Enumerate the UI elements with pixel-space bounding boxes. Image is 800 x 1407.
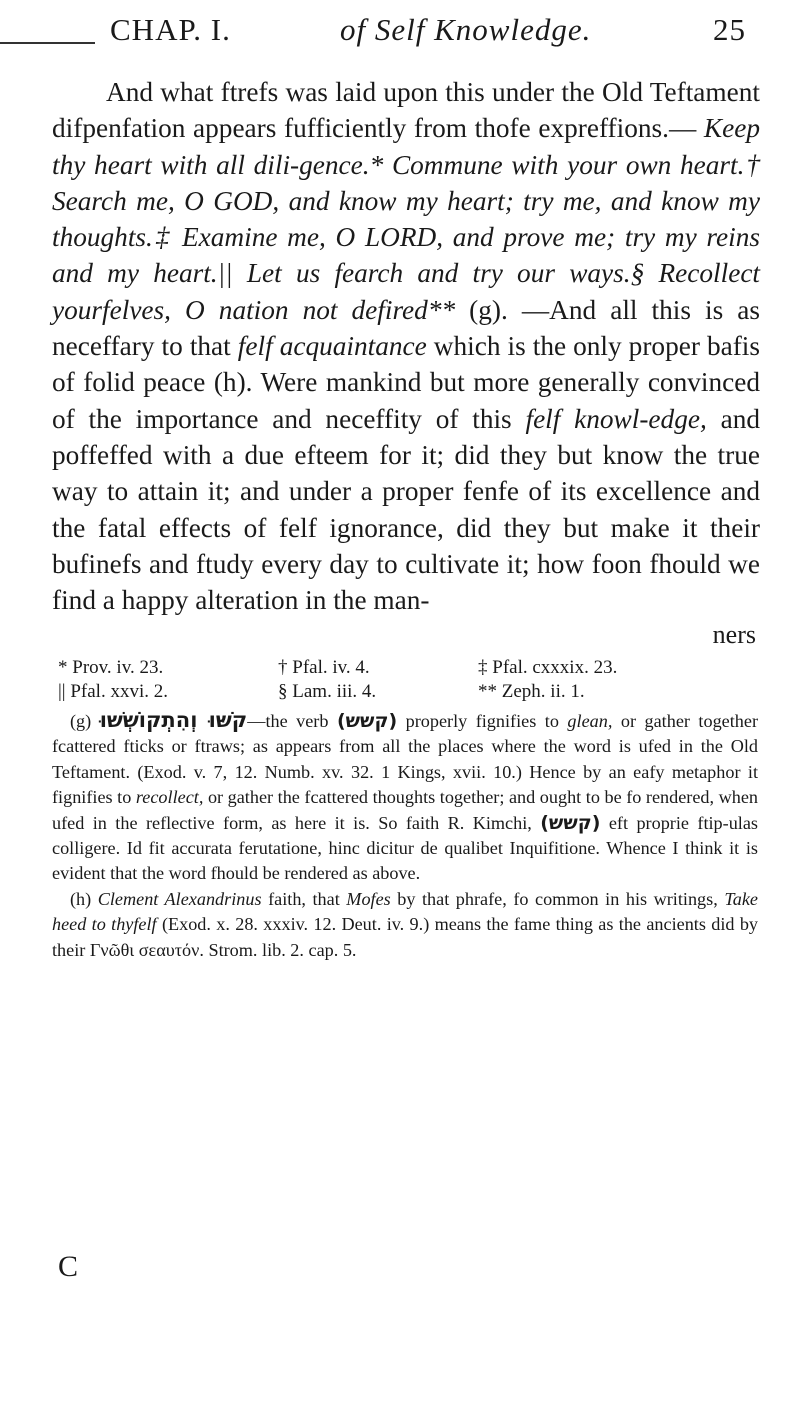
note-h bbox=[52, 887, 758, 963]
body-text: (g). —And all this is as neceffary to that bbox=[52, 294, 760, 362]
footnote-ref: † Pfal. iv. 4. bbox=[278, 657, 370, 678]
note-label: (h) bbox=[70, 888, 92, 909]
footnote-references bbox=[58, 656, 758, 704]
quote-psalm-139b: try me, and know my thoughts.‡ bbox=[52, 185, 760, 253]
page-number: 25 bbox=[713, 12, 746, 47]
note-text: properly fignifies to bbox=[405, 711, 559, 731]
header-rule bbox=[0, 42, 95, 44]
footnote-ref: * Prov. iv. 23. bbox=[58, 657, 164, 678]
emph-self-acquaintance: felf acquaintance bbox=[237, 331, 427, 362]
note-text: by that phrafe, fo common in his writings, bbox=[397, 888, 718, 909]
hebrew-phrase: קֹשּׁוּ וְהִתְקוֹשְׁשׁוּ bbox=[99, 708, 248, 732]
note-text: faith, that bbox=[268, 888, 340, 909]
author-name: Clement Alexandrinus bbox=[97, 888, 262, 909]
body-text: And what ftrefs was laid upon this under the Old Teftament difpenfation appears fufficiently from thofe expreffions.— bbox=[52, 77, 760, 144]
footnote-ref: || Pfal. xxvi. 2. bbox=[58, 681, 168, 702]
body-text: and poffeffed with a due efteem for it; did they but know the true way to attain it; and under a proper fenfe of its excellence and the fatal effects of felf ignorance, did they but make it their bufinefs and ftudy every day to cultivate it; how foon fhould we find a happy alteration in the man- bbox=[52, 403, 761, 616]
running-title: of Self Knowledge. bbox=[340, 12, 592, 47]
footnote-ref: ‡ Pfal. cxxxix. 23. bbox=[478, 657, 618, 678]
body-text: which is the only proper bafis of folid peace (h). Were mankind but more generally convinced of the importance and neceffity of this bbox=[52, 331, 761, 434]
quote-psalm-139a: Search me, O GOD, and know my heart; bbox=[52, 185, 514, 216]
catchword: ners bbox=[712, 620, 756, 649]
note-text: (Exod. x. 28. xxxiv. 12. Deut. iv. 9.) means the fame thing as the ancients did by their bbox=[52, 914, 759, 960]
hebrew-root: (קשש) bbox=[540, 811, 601, 834]
signature-mark: C bbox=[58, 1250, 79, 1283]
note-emph: Mofes bbox=[346, 888, 391, 909]
note-g bbox=[52, 708, 758, 887]
explanatory-notes bbox=[52, 708, 758, 963]
note-emph: recollect, bbox=[135, 787, 204, 808]
note-emph: glean, bbox=[567, 711, 613, 731]
footnote-ref: ** Zeph. ii. 1. bbox=[478, 681, 585, 702]
note-text: or gather together fcattered fticks or ftraws; as appears from all the places where the word is ufed in the Old Teftament. (Exod. v. 7, 12. Numb. xv. 32. 1 Kings, xvii. 10.) Hence by an eafy metaphor it fignifies to bbox=[52, 711, 759, 808]
main-text bbox=[52, 74, 760, 618]
quote-zeph: Recollect yourfelves, O nation not defired** bbox=[52, 258, 761, 325]
hebrew-root: (קשש) bbox=[336, 710, 398, 732]
note-label: (g) bbox=[70, 711, 92, 731]
note-text: Strom. lib. 2. cap. 5. bbox=[208, 939, 357, 960]
greek-phrase: Γνῶθι σεαυτόν. bbox=[89, 939, 204, 960]
emph-self-knowledge: felf knowl-edge, bbox=[525, 403, 707, 434]
note-text: —the verb bbox=[247, 711, 329, 731]
quote-psalm-26: Examine me, O LORD, and prove me; try my reins and my heart.|| bbox=[52, 222, 760, 289]
running-header bbox=[110, 8, 750, 52]
quote-prov: Keep thy heart with all dili-gence.* bbox=[52, 113, 760, 180]
note-text: eft proprie ftip-ulas colligere. Id fit accurata ferutatione, hinc dicitur de qualibet Inquifitione. Whence I think it is evident that the word fhould be rendered as above. bbox=[52, 812, 758, 884]
quote-lam: Let us fearch and try our ways.§ bbox=[246, 258, 645, 289]
footnote-ref: § Lam. iii. 4. bbox=[278, 681, 377, 702]
note-text: or gather the fcattered thoughts together; and ought to be fo rendered, when ufed in the reflective form, as here it is. So faith R. Kimchi, bbox=[52, 787, 759, 833]
note-emph: Take heed to thyfelf bbox=[52, 888, 758, 935]
quote-psalm-4: Commune with your own heart.† bbox=[391, 149, 760, 180]
chapter-label: CHAP. I. bbox=[110, 12, 231, 47]
